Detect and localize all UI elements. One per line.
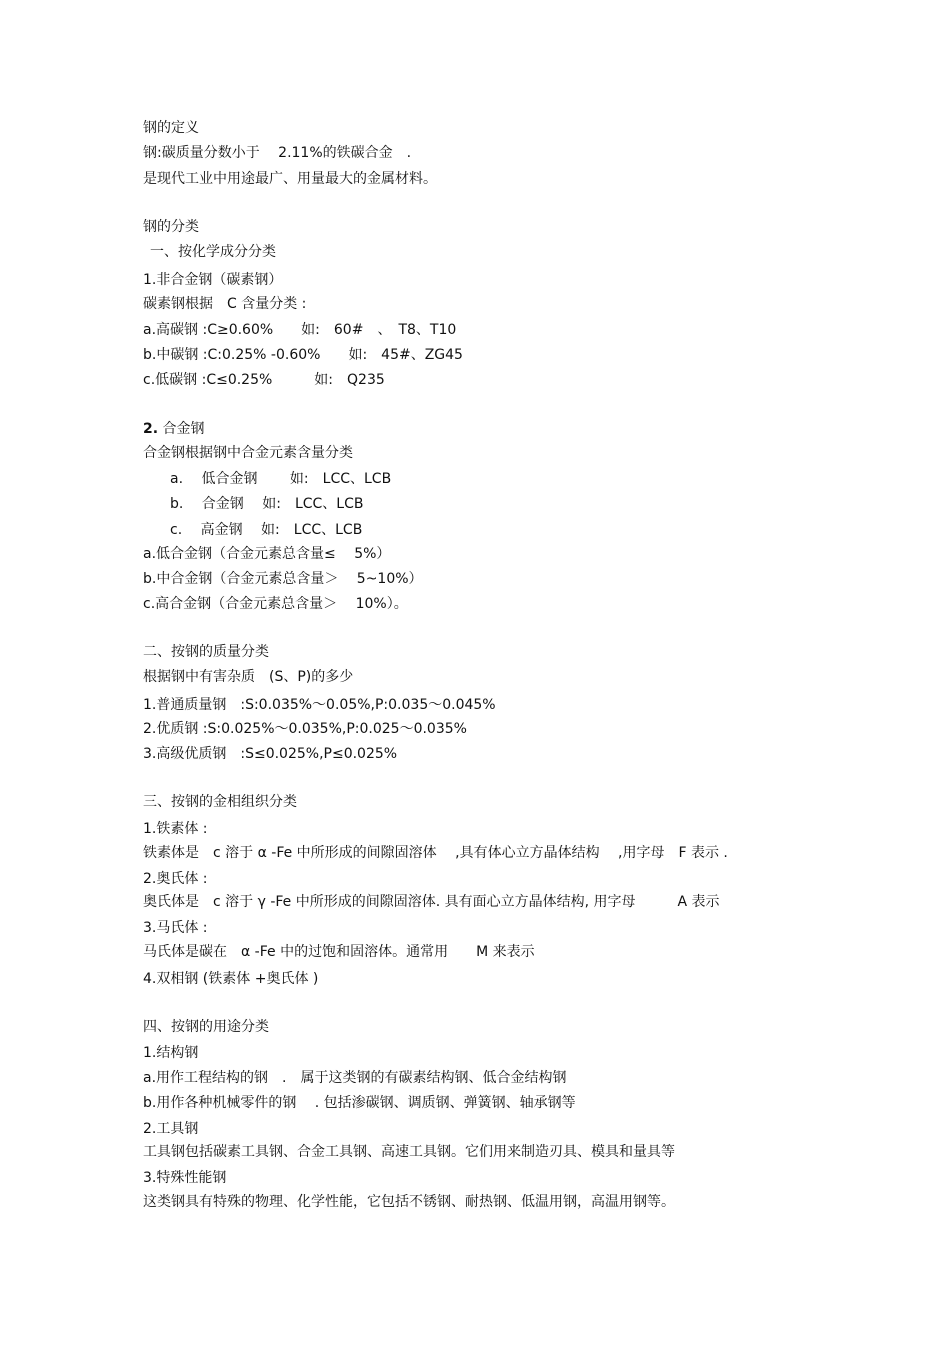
quality-basis: 根据钢中有害杂质 (S、P)的多少 <box>143 669 354 685</box>
list-item: 2.工具钢 <box>143 1121 199 1137</box>
alloy-sub-item: a. 低合金钢 如: LCC、LCB <box>170 471 392 487</box>
alloy-title-text: 合金钢 <box>162 421 205 437</box>
definition-title: 钢的定义 <box>143 120 199 136</box>
list-item: 1.普通质量钢 :S:0.035%～0.05%,P:0.035～0.045% <box>143 697 496 713</box>
list-item: 4.双相钢 (铁素体 +奥氏体 ) <box>143 971 319 987</box>
nonalloy-title: 1.非合金钢（碳素钢） <box>143 272 283 288</box>
section-heading-quality: 二、按钢的质量分类 <box>143 644 269 660</box>
alloy-sub-item: c. 高金钢 如: LCC、LCB <box>170 522 363 538</box>
list-item: 铁素体是 c 溶于 α -Fe 中所形成的间隙固溶体 ,具有体心立方晶体结构 ,用字母 F 表示 . <box>143 845 728 861</box>
list-item: b.中合金钢（合金元素总含量＞ 5~10%） <box>143 571 423 587</box>
list-item: 奥氏体是 c 溶于 γ -Fe 中所形成的间隙固溶体. 具有面心立方晶体结构, 用字母 A 表示 <box>143 894 720 910</box>
list-item: c.高合金钢（合金元素总含量＞ 10%）。 <box>143 596 408 612</box>
definition-line-2: 是现代工业中用途最广、用量最大的金属材料。 <box>143 171 437 187</box>
list-item: 3.马氏体 : <box>143 920 208 936</box>
section-heading-usage: 四、按钢的用途分类 <box>143 1019 269 1035</box>
carbon-basis: 碳素钢根据 C 含量分类 : <box>143 296 307 312</box>
alloy-number: 2. <box>143 421 159 437</box>
list-item: 3.高级优质钢 :S≤0.025%,P≤0.025% <box>143 746 398 762</box>
section-heading-chemical: 一、按化学成分分类 <box>150 244 276 260</box>
alloy-basis: 合金钢根据钢中合金元素含量分类 <box>143 445 353 461</box>
list-item: 工具钢包括碳素工具钢、合金工具钢、高速工具钢。它们用来制造刃具、模具和量具等 <box>143 1144 675 1160</box>
list-item: a.用作工程结构的钢 . 属于这类钢的有碳素结构钢、低合金结构钢 <box>143 1070 567 1086</box>
section-heading-metallographic: 三、按钢的金相组织分类 <box>143 794 297 810</box>
list-item: 3.特殊性能钢 <box>143 1170 227 1186</box>
list-item: 2.优质钢 :S:0.025%～0.035%,P:0.025～0.035% <box>143 721 467 737</box>
list-item: 2.奥氏体 : <box>143 871 208 887</box>
list-item: 1.结构钢 <box>143 1045 199 1061</box>
classification-title: 钢的分类 <box>143 219 199 235</box>
list-item: 马氏体是碳在 α -Fe 中的过饱和固溶体。通常用 M 来表示 <box>143 944 535 960</box>
list-item: b.用作各种机械零件的钢 . 包括渗碳钢、调质钢、弹簧钢、轴承钢等 <box>143 1095 576 1111</box>
list-item: b.中碳钢 :C:0.25% -0.60% 如: 45#、ZG45 <box>143 347 463 363</box>
list-item: a.高碳钢 :C≥0.60% 如: 60# 、 T8、T10 <box>143 322 457 338</box>
list-item: 1.铁素体 : <box>143 821 208 837</box>
list-item: c.低碳钢 :C≤0.25% 如: Q235 <box>143 372 385 388</box>
alloy-sub-item: b. 合金钢 如: LCC、LCB <box>170 496 364 512</box>
definition-line-1: 钢:碳质量分数小于 2.11%的铁碳合金 . <box>143 145 412 161</box>
list-item: a.低合金钢（合金元素总含量≤ 5%） <box>143 546 391 562</box>
alloy-title <box>143 420 205 438</box>
list-item: 这类钢具有特殊的物理、化学性能，它包括不锈钢、耐热钢、低温用钢，高温用钢等。 <box>143 1194 675 1210</box>
